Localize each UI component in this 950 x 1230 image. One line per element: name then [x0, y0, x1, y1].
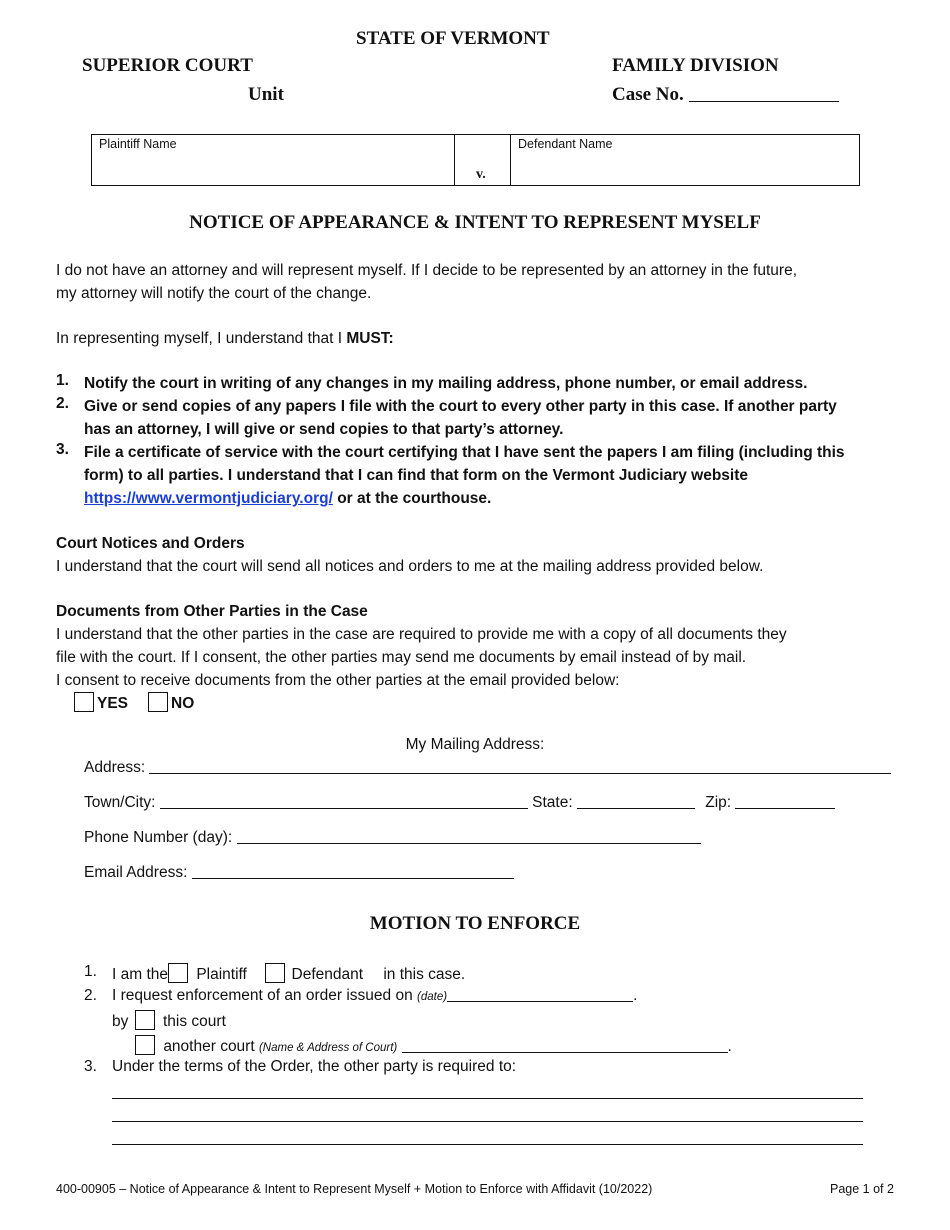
- plaintiff-name-label: Plaintiff Name: [99, 137, 177, 151]
- address-field[interactable]: [149, 759, 891, 774]
- this-court-checkbox[interactable]: [135, 1010, 155, 1030]
- yes-checkbox[interactable]: [74, 692, 94, 712]
- consent-yes-option[interactable]: [74, 692, 128, 713]
- party-role-suffix: in this case.: [383, 966, 466, 983]
- intro-paragraph: [56, 259, 896, 305]
- another-court-checkbox[interactable]: [135, 1035, 155, 1055]
- another-court-hint: (Name & Address of Court): [258, 1042, 398, 1054]
- versus-label: v.: [476, 167, 486, 182]
- state-field[interactable]: [577, 794, 695, 809]
- phone-row: [84, 829, 701, 847]
- court-notices-text: I understand that the court will send all notices and orders to me at the mailing address provided below.: [56, 558, 764, 575]
- list-line: Give or send copies of any papers I file with the court to every other party in this case. If another party: [84, 398, 837, 415]
- list-line: form) to all parties. I understand that I can find that form on the Vermont Judiciary website: [84, 467, 749, 484]
- state-label: State:: [532, 794, 573, 811]
- zip-label: Zip:: [705, 794, 732, 811]
- vermont-judiciary-link[interactable]: https://www.vermontjudiciary.org/: [84, 490, 333, 507]
- phone-field[interactable]: [237, 829, 701, 844]
- court-notices-heading: Court Notices and Orders: [56, 535, 245, 552]
- page-number: Page 1 of 2: [830, 1182, 894, 1196]
- list-number: 1.: [56, 372, 69, 389]
- order-date-text: I request enforcement of an order issued on: [112, 987, 413, 1004]
- understand-line: [56, 327, 896, 350]
- case-number-label: Case No.: [612, 84, 839, 106]
- address-label: Address:: [84, 759, 146, 776]
- intro-line: my attorney will notify the court of the change.: [56, 285, 372, 302]
- court-notices-section: [56, 532, 896, 578]
- order-terms-line[interactable]: [112, 1098, 863, 1099]
- yes-label: YES: [97, 695, 129, 712]
- order-date-row: I request enforcement of an order issued on (date) .: [112, 987, 638, 1004]
- town-row: [84, 794, 835, 812]
- address-row: [84, 759, 891, 777]
- town-label: Town/City:: [84, 794, 156, 811]
- another-court-row: another court (Name & Address of Court) .: [135, 1035, 732, 1056]
- case-number-field[interactable]: [689, 87, 839, 102]
- order-terms-line[interactable]: [112, 1121, 863, 1122]
- list-number: 2.: [56, 395, 69, 412]
- intro-line: I do not have an attorney and will represent myself. If I decide to be represented by an attorney in the future,: [56, 262, 797, 279]
- documents-section: [56, 600, 896, 692]
- this-court-label: this court: [163, 1013, 226, 1030]
- list-line: File a certificate of service with the court certifying that I have sent the papers I am filing (including this: [84, 444, 845, 461]
- documents-heading: Documents from Other Parties in the Case: [56, 603, 368, 620]
- plaintiff-checkbox[interactable]: [168, 963, 188, 983]
- list-item: [84, 441, 904, 510]
- defendant-name-label: Defendant Name: [518, 137, 613, 151]
- plaintiff-name-cell[interactable]: [92, 135, 455, 185]
- defendant-option-label: Defendant: [291, 966, 364, 983]
- motion-item-number: 3.: [84, 1058, 97, 1075]
- phone-label: Phone Number (day):: [84, 829, 233, 846]
- town-field[interactable]: [160, 794, 528, 809]
- party-role-row: [112, 963, 465, 984]
- this-court-row: [112, 1010, 226, 1031]
- court-name: SUPERIOR COURT: [82, 55, 253, 76]
- versus-cell: [454, 135, 511, 185]
- documents-line: file with the court. If I consent, the other parties may send me documents by email instead of by mail.: [56, 649, 747, 666]
- by-label: by: [112, 1013, 129, 1030]
- state-title: STATE OF VERMONT: [356, 28, 550, 49]
- motion-title: MOTION TO ENFORCE: [369, 913, 581, 934]
- defendant-name-cell[interactable]: [511, 135, 859, 185]
- plaintiff-option-label: Plaintiff: [196, 966, 247, 983]
- no-label: NO: [171, 695, 195, 712]
- mailing-address-heading: My Mailing Address:: [405, 736, 545, 753]
- date-hint: (date): [417, 991, 448, 1003]
- order-terms-text: Under the terms of the Order, the other party is required to:: [112, 1058, 517, 1075]
- motion-item-number: 1.: [84, 963, 97, 980]
- no-checkbox[interactable]: [148, 692, 168, 712]
- list-line: Notify the court in writing of any changes in my mailing address, phone number, or email address.: [84, 375, 808, 392]
- must-label: MUST:: [346, 330, 394, 347]
- defendant-checkbox[interactable]: [265, 963, 285, 983]
- list-number: 3.: [56, 441, 69, 458]
- documents-line: I understand that the other parties in the case are required to provide me with a copy of all documents they: [56, 626, 787, 643]
- documents-line: I consent to receive documents from the other parties at the email provided below:: [56, 672, 620, 689]
- notice-title: NOTICE OF APPEARANCE & INTENT TO REPRESENT MYSELF: [189, 212, 761, 233]
- unit-label: Unit: [248, 84, 284, 105]
- order-terms-line[interactable]: [112, 1144, 863, 1145]
- case-caption-table: [91, 134, 860, 186]
- consent-no-option[interactable]: [148, 692, 194, 713]
- list-line: has an attorney, I will give or send copies to that party’s attorney.: [84, 421, 564, 438]
- another-court-field[interactable]: [402, 1038, 728, 1053]
- party-role-prefix: I am the: [112, 966, 168, 983]
- division-name: FAMILY DIVISION: [612, 55, 779, 76]
- email-label: Email Address:: [84, 864, 188, 881]
- form-footer-info: 400-00905 – Notice of Appearance & Intent to Represent Myself + Motion to Enforce with Affidavit (10/2022): [56, 1182, 653, 1196]
- motion-item-number: 2.: [84, 987, 97, 1004]
- email-field[interactable]: [192, 864, 514, 879]
- email-row: [84, 864, 514, 882]
- order-date-field[interactable]: [447, 987, 633, 1002]
- zip-field[interactable]: [735, 794, 835, 809]
- list-item: [84, 395, 904, 441]
- link-suffix: or at the courthouse.: [332, 490, 492, 507]
- understand-prefix: In representing myself, I understand that I: [56, 330, 343, 347]
- list-line: [84, 487, 904, 510]
- list-item: [84, 372, 904, 395]
- another-court-label: another court: [163, 1038, 255, 1055]
